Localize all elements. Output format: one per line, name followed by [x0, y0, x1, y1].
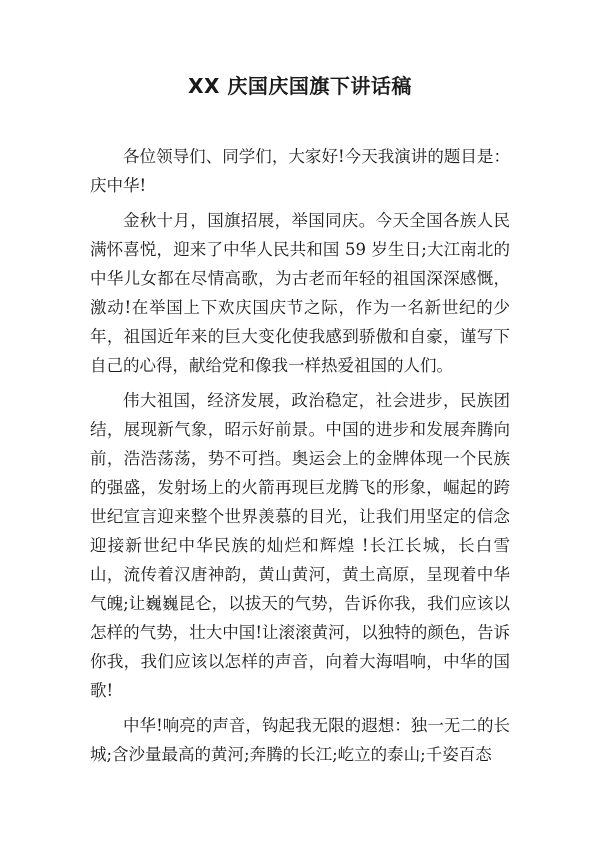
- document-body: [90, 142, 510, 775]
- paragraph-china: 中华!响亮的声音，钩起我无限的遐想：独一无二的长城;含沙量最高的黄河;奔腾的长江;屹立的泰山;千姿百态: [90, 716, 510, 764]
- paragraph-autumn: 金秋十月，国旗招展，举国同庆。今天全国各族人民满怀喜悦，迎来了中华人民共和国 59 岁生日;大江南北的中华儿女都在尽情高歌，为古老而年轻的祖国深深感慨，激动!在举国上下欢庆国庆节之际，作为一名新世纪的少年，祖国近年来的巨大变化使我感到骄傲和自豪，谨写下自己的心得，献给党和像我一样热爱祖国的人们。: [90, 211, 510, 375]
- paragraph-motherland: 伟大祖国，经济发展，政治稳定，社会进步，民族团结，展现新气象，昭示好前景。中国的进步和发展奔腾向前，浩浩荡荡，势不可挡。奥运会上的金牌体现一个民族的强盛，发射场上的火箭再现巨龙腾飞的形象，崛起的跨世纪宣言迎来整个世界羡慕的目光，让我们用坚定的信念迎接新世纪中华民族的灿烂和辉煌 !长江长城，长白雪山，流传着汉唐神韵，黄山黄河，黄土高原，呈现着中华气魄;让巍巍昆仑，以拔天的气势，告诉你我，我们应该以怎样的气势，壮大中国!让滚滚黄河，以独特的颜色，告诉你我，我们应该以怎样的声音，向着大海唱响，中华的国歌!: [90, 391, 510, 700]
- paragraph-greeting: 各位领导们、同学们，大家好!今天我演讲的题目是：庆中华!: [90, 147, 510, 195]
- document-title: XX 庆国庆国旗下讲话稿: [188, 74, 412, 98]
